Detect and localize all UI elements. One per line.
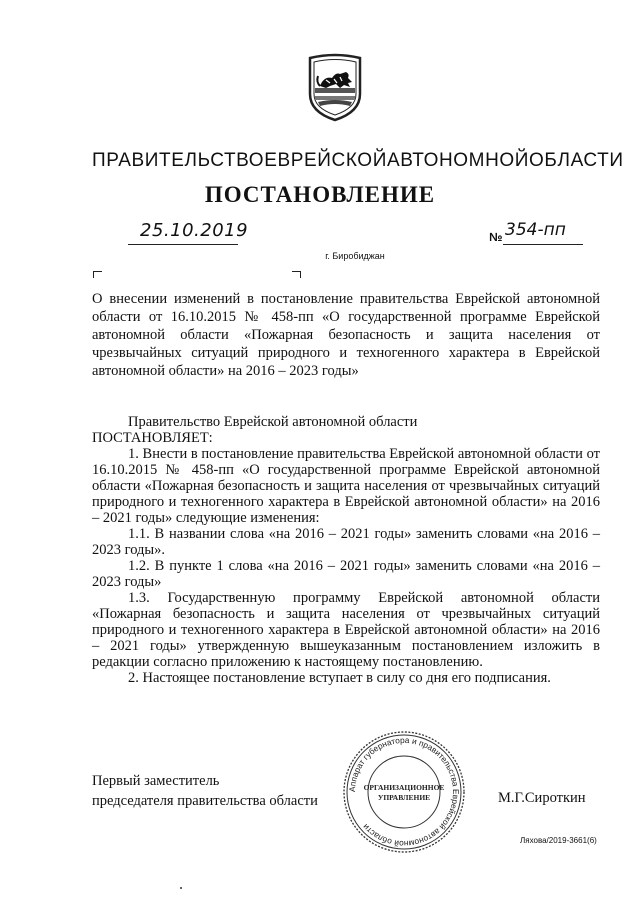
official-stamp — [340, 728, 468, 856]
document-date: 25.10.2019 — [140, 220, 249, 241]
paragraph-1: 1. Внести в постановление правительства Еврейской автономной области от 16.10.2015 № 458-пп «О государственной программе Еврейской автономной области «Пожарная безопасность и защита населения от чрезвычайных ситуаций природного и техногенного характера в Еврейской автономной области» на 2016 – 2021 годы» следующие изменения: — [92, 446, 600, 526]
resolves-text: ПОСТАНОВЛЯЕТ: — [92, 430, 213, 446]
document-type: ПОСТАНОВЛЕНИЕ — [204, 182, 436, 207]
coat-of-arms-icon — [306, 52, 364, 122]
position-line: Первый заместитель — [92, 773, 220, 789]
title-bracket-left — [93, 271, 102, 278]
government-title — [92, 150, 624, 172]
number-label: № — [489, 230, 503, 244]
paragraph-1-1: 1.1. В названии слова «на 2016 – 2021 годы» заменить словами «на 2016 – 2023 годы». — [92, 526, 600, 558]
scan-speck — [180, 887, 182, 889]
document-title: О внесении изменений в постановление правительства Еврейской автономной области от 16.10.2015 № 458-пп «О государственной программе Еврейской автономной области «Пожарная безопасность и защита населения от чрезвычайных ситуаций природного и техногенного характера в Еврейской автономной области» на 2016 – 2023 годы» — [92, 291, 600, 379]
document-number: 354-пп — [505, 220, 566, 240]
government-word: АВТОНОМНОЙ — [386, 150, 530, 171]
paragraph-1-3: 1.3. Государственную программу Еврейской автономной области «Пожарная безопасность и защита населения от чрезвычайных ситуаций природного и техногенного характера в Еврейской автономной области» на 2016 – 2021 годы» утвержденную вышеуказанным постановлением изложить в редакции согласно приложению к настоящему постановлению. — [92, 590, 600, 670]
document-body — [92, 414, 600, 686]
date-underline — [128, 244, 238, 245]
stamp-ring-text: Аппарат губернатора и правительства Еврейской автономной области — [346, 734, 462, 850]
signatory-name: М.Г.Сироткин — [498, 790, 586, 806]
government-word: ЕВРЕЙСКОЙ — [264, 150, 387, 171]
footer-reference: Ляхова/2019-3661(6) — [520, 836, 597, 845]
number-underline — [503, 244, 583, 245]
paragraph-2: 2. Настоящее постановление вступает в силу со дня его подписания. — [128, 670, 551, 686]
signatory-position — [92, 771, 318, 811]
government-word: ОБЛАСТИ — [529, 150, 624, 171]
intro-text: Правительство Еврейской автономной области — [128, 414, 418, 430]
title-bracket-right — [292, 271, 301, 278]
city: г. Биробиджан — [325, 251, 385, 261]
government-word: ПРАВИТЕЛЬСТВО — [92, 150, 265, 171]
position-line: председателя правительства области — [92, 793, 318, 809]
paragraph-1-2: 1.2. В пункте 1 слова «на 2016 – 2021 годы» заменить словами «на 2016 – 2023 годы» — [92, 558, 600, 590]
stamp-center-line: УПРАВЛЕНИЕ — [377, 793, 431, 802]
stamp-center-line: ОРГАНИЗАЦИОННОЕ — [363, 783, 445, 792]
